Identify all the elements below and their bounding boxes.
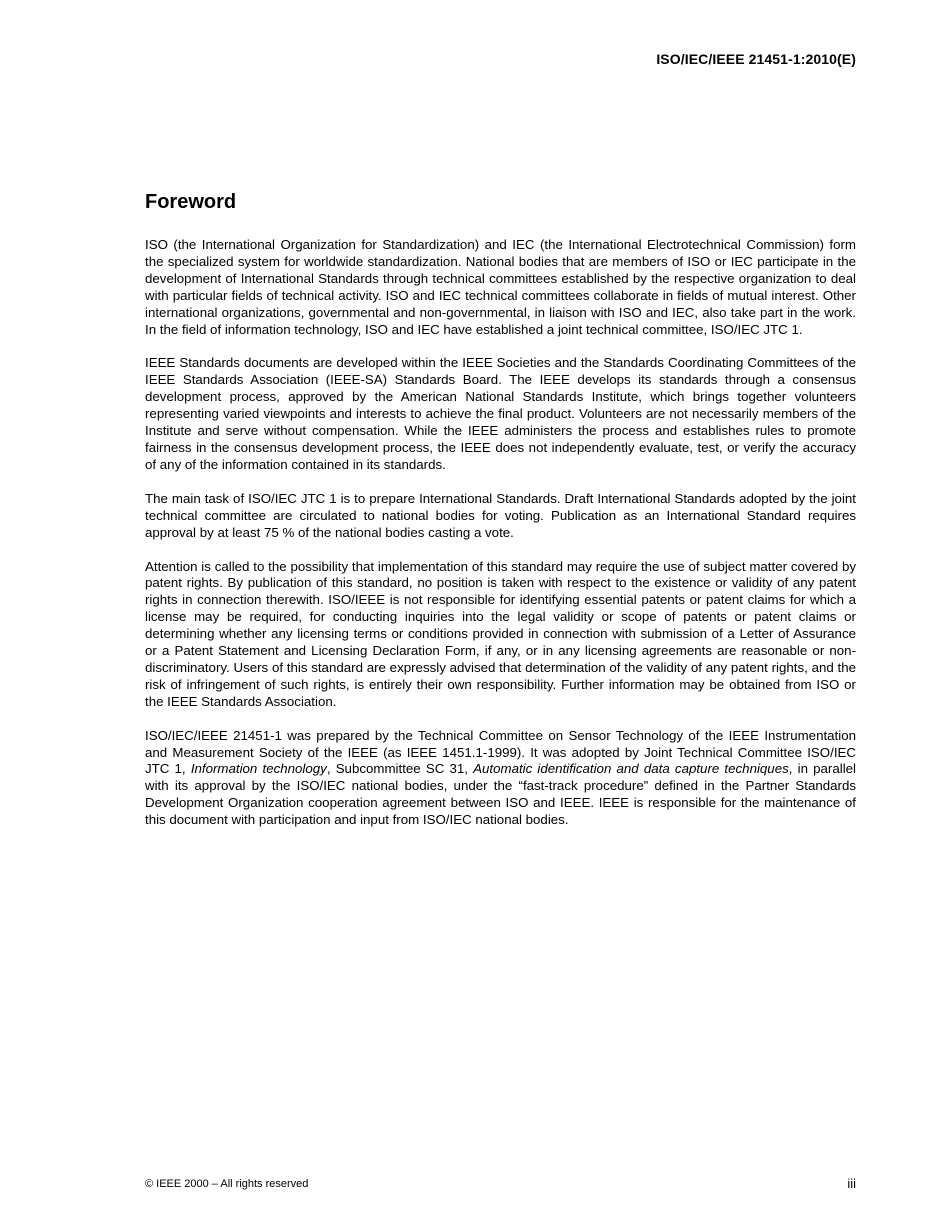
- page-title: Foreword: [145, 191, 237, 213]
- preparation-text-3: , in parallel with its approval by the ISO/IEC national bodies, under the “fast-track procedure” defined in the Partner Standards Development Organization cooperation agreement between ISO and IEEE. IEEE is responsible for the maintenance of this document with participation and input from ISO/IEC national bodies.: [145, 761, 857, 828]
- foreword-body: [145, 237, 856, 846]
- page-number: iii: [847, 1176, 856, 1191]
- paragraph-preparation: [145, 728, 856, 829]
- preparation-italic-1: Information technology: [190, 761, 327, 777]
- copyright-notice: © IEEE 2000 – All rights reserved: [145, 1178, 309, 1190]
- paragraph-jtc1-task: The main task of ISO/IEC JTC 1 is to prepare International Standards. Draft International Standards adopted by the joint technical committee are circulated to national bodies for voting. Publication as an International Standard requires approval by at least 75 % of the national bodies casting a vote.: [145, 490, 856, 540]
- preparation-italic-2: Automatic identification and data capture techniques: [473, 761, 789, 777]
- preparation-text-2: , Subcommittee SC 31,: [326, 761, 474, 777]
- document-identifier: ISO/IEC/IEEE 21451-1:2010(E): [656, 51, 856, 67]
- paragraph-ieee-standards: IEEE Standards documents are developed within the IEEE Societies and the Standards Coordinating Committees of the IEEE Standards Association (IEEE-SA) Standards Board. The IEEE develops its standards through a consensus development process, approved by the American National Standards Institute, which brings together volunteers representing varied viewpoints and interests to achieve the final product. Volunteers are not necessarily members of the Institute and serve without compensation. While the IEEE administers the process and establishes rules to promote fairness in the consensus development process, the IEEE does not independently evaluate, test, or verify the accuracy of any of the information contained in its standards.: [145, 355, 856, 472]
- paragraph-patent-rights: Attention is called to the possibility that implementation of this standard may require the use of subject matter covered by patent rights. By publication of this standard, no position is taken with respect to the existence or validity of any patent rights in connection therewith. ISO/IEEE is not responsible for identifying essential patents or patent claims for which a license may be required, for conducting inquiries into the legal validity or scope of patents or patent claims or determining whether any licensing terms or conditions provided in connection with submission of a Letter of Assurance or a Patent Statement and Licensing Declaration Form, if any, or in any licensing agreements are reasonable or non-discriminatory. Users of this standard are expressly advised that determination of the validity of any patent rights, and the risk of infringement of such rights, is entirely their own responsibility. Further information may be obtained from ISO or the IEEE Standards Association.: [145, 558, 856, 709]
- preparation-text-1: ISO/IEC/IEEE 21451-1 was prepared by the Technical Committee on Sensor Technology of the IEEE Instrumentation and Measurement Society of the IEEE (as IEEE 1451.1-1999). It was adopted by Joint Technical Committee ISO/IEC JTC 1,: [145, 727, 856, 777]
- paragraph-iso-iec: ISO (the International Organization for Standardization) and IEC (the International Electrotechnical Commission) form the specialized system for worldwide standardization. National bodies that are members of ISO or IEC participate in the development of International Standards through technical committees established by the respective organization to deal with particular fields of technical activity. ISO and IEC technical committees collaborate in fields of mutual interest. Other international organizations, governmental and non-governmental, in liaison with ISO and IEC, also take part in the work. In the field of information technology, ISO and IEC have established a joint technical committee, ISO/IEC JTC 1.: [145, 237, 856, 337]
